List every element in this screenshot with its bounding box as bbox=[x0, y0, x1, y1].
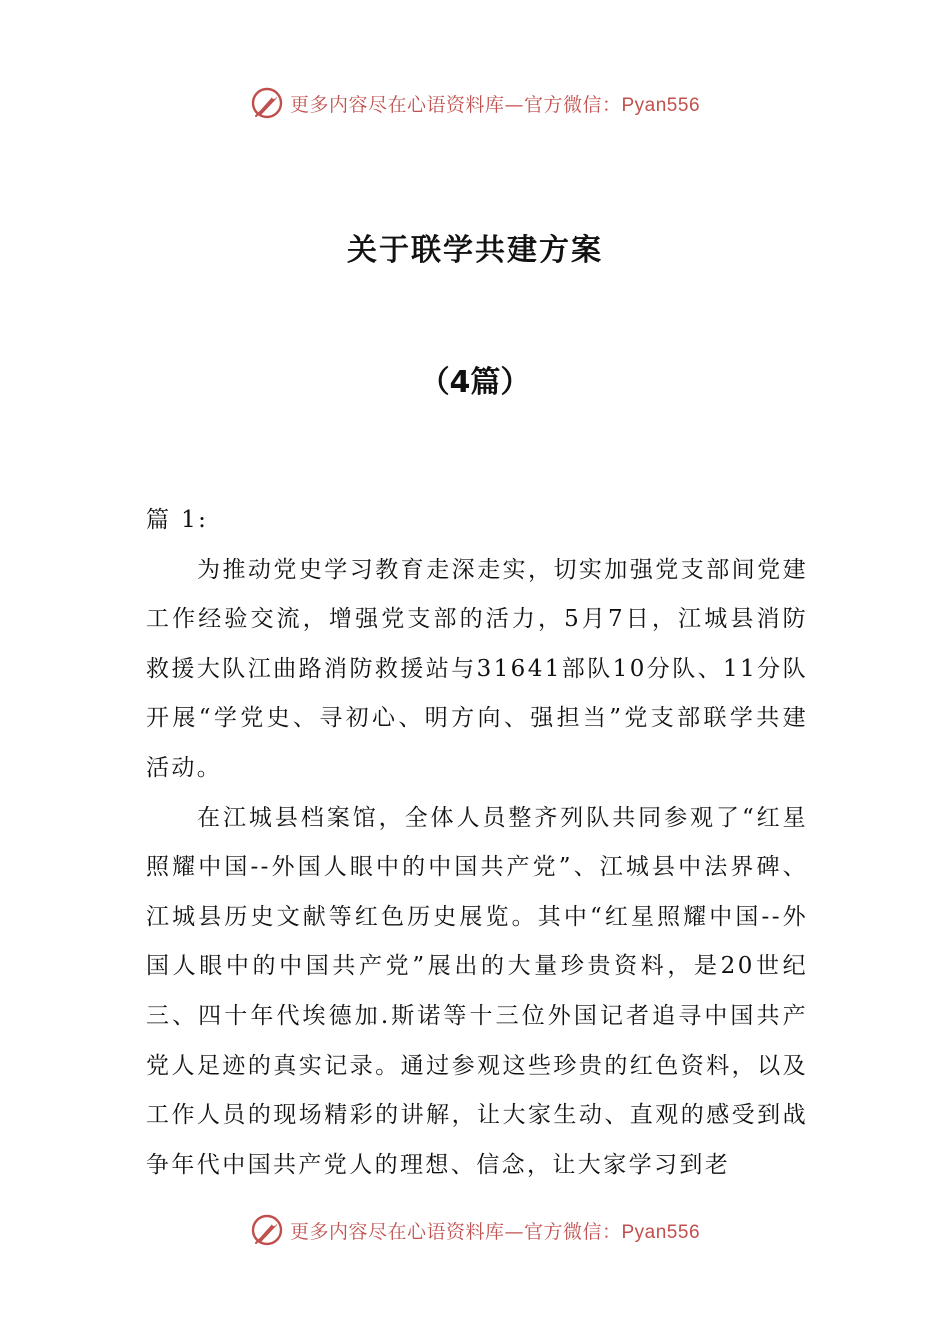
footer-watermark-banner bbox=[0, 1210, 950, 1250]
document-title: 关于联学共建方案 bbox=[347, 233, 603, 268]
document-body bbox=[146, 496, 808, 1190]
paragraph-2: 在江城县档案馆，全体人员整齐列队共同参观了“红星照耀中国--外国人眼中的中国共产党”、江城县中法界碑、江城县历史文献等红色历史展览。其中“红星照耀中国--外国人眼中的中国共产党”展出的大量珍贵资料，是20世纪三、四十年代埃德加.斯诺等十三位外国记者追寻中国共产党人足迹的真实记录。通过参观这些珍贵的红色资料，以及工作人员的现场精彩的讲解，让大家生动、直观的感受到战争年代中国共产党人的理想、信念，让大家学习到老 bbox=[146, 804, 808, 1178]
paragraph-1: 为推动党史学习教育走深走实，切实加强党支部间党建工作经验交流，增强党支部的活力，5月7日，江城县消防救援大队江曲路消防救援站与31641部队10分队、11分队开展“学党史、寻初心、明方向、强担当”党支部联学共建活动。 bbox=[146, 556, 808, 781]
watermark-text: 更多内容尽在心语资料库—官方微信：Pyan556 bbox=[289, 93, 701, 116]
quill-logo-icon bbox=[250, 1213, 284, 1247]
header-watermark-banner bbox=[0, 83, 950, 123]
section-label: 篇 1: bbox=[146, 507, 209, 533]
watermark-text: 更多内容尽在心语资料库—官方微信：Pyan556 bbox=[289, 1220, 701, 1243]
document-subtitle: （4篇） bbox=[419, 365, 531, 400]
quill-logo-icon bbox=[250, 86, 284, 120]
